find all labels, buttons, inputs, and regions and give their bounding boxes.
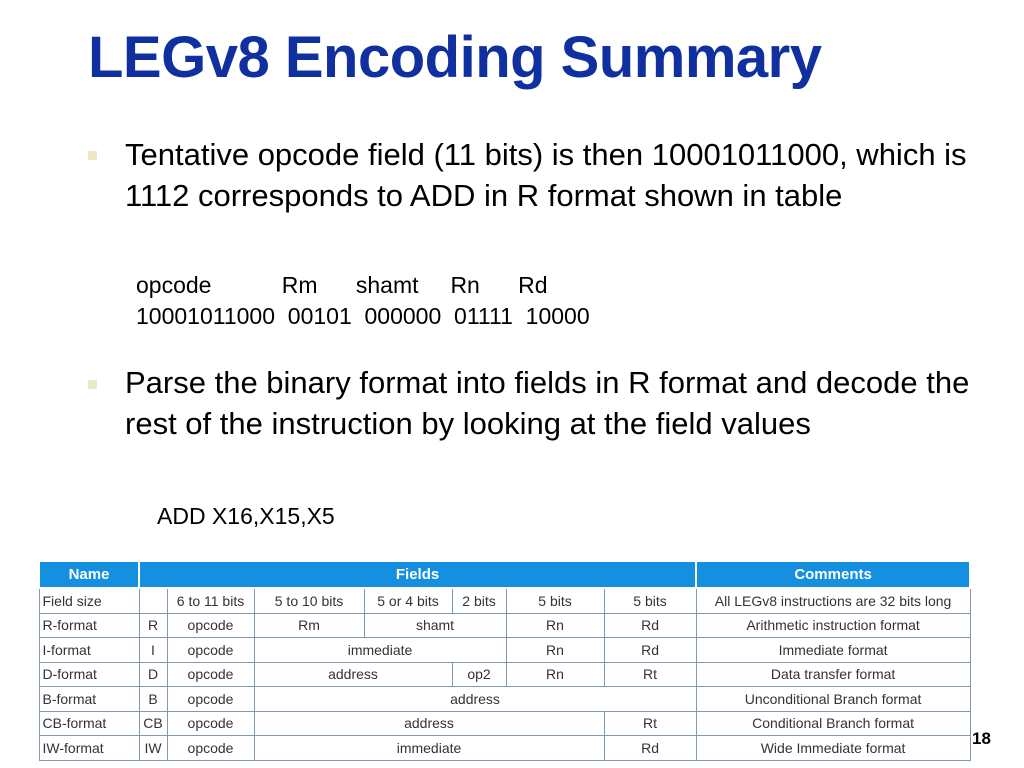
cell: 5 or 4 bits bbox=[364, 588, 452, 613]
bullet-text-2: Parse the binary format into fields in R format and decode the rest of the instruction by looking at the field values bbox=[125, 365, 970, 441]
row-comment: Arithmetic instruction format bbox=[696, 613, 970, 638]
cell: opcode bbox=[167, 687, 254, 712]
slide-title: LEGv8 Encoding Summary bbox=[88, 25, 822, 90]
row-name: I-format bbox=[39, 638, 139, 663]
cell: opcode bbox=[167, 711, 254, 736]
cell: Rd bbox=[604, 613, 696, 638]
cell: address bbox=[254, 687, 696, 712]
row-name: D-format bbox=[39, 662, 139, 687]
row-name: IW-format bbox=[39, 736, 139, 761]
cell: opcode bbox=[167, 736, 254, 761]
row-comment: Immediate format bbox=[696, 638, 970, 663]
row-name: CB-format bbox=[39, 711, 139, 736]
cell: shamt bbox=[364, 613, 506, 638]
cell: immediate bbox=[254, 638, 506, 663]
bullet-marker-2 bbox=[88, 380, 97, 389]
table-row bbox=[39, 638, 970, 663]
cell: Rn bbox=[506, 613, 604, 638]
page-number: 18 bbox=[972, 729, 991, 748]
cell: opcode bbox=[167, 638, 254, 663]
cell: immediate bbox=[254, 736, 604, 761]
cell: Rm bbox=[254, 613, 364, 638]
cell: IW bbox=[139, 736, 167, 761]
bullet-marker-1 bbox=[88, 151, 97, 160]
cell: I bbox=[139, 638, 167, 663]
row-name: Field size bbox=[39, 588, 139, 613]
row-comment: Conditional Branch format bbox=[696, 711, 970, 736]
table-header-row bbox=[39, 561, 970, 588]
cell: Rt bbox=[604, 662, 696, 687]
instruction-line: ADD X16,X15,X5 bbox=[157, 503, 335, 529]
cell: Rd bbox=[604, 736, 696, 761]
cell: CB bbox=[139, 711, 167, 736]
cell: 6 to 11 bits bbox=[167, 588, 254, 613]
cell: Rd bbox=[604, 638, 696, 663]
fields-values-line: 10001011000 00101 000000 01111 10000 bbox=[136, 303, 590, 329]
encoding-table bbox=[38, 560, 971, 761]
header-name: Name bbox=[39, 561, 139, 588]
table-row bbox=[39, 736, 970, 761]
table-row bbox=[39, 662, 970, 687]
table-row bbox=[39, 687, 970, 712]
cell: address bbox=[254, 711, 604, 736]
cell: op2 bbox=[452, 662, 506, 687]
header-comments: Comments bbox=[696, 561, 970, 588]
cell: Rt bbox=[604, 711, 696, 736]
cell: Rn bbox=[506, 638, 604, 663]
cell: opcode bbox=[167, 613, 254, 638]
row-comment: Wide Immediate format bbox=[696, 736, 970, 761]
cell: opcode bbox=[167, 662, 254, 687]
cell: address bbox=[254, 662, 452, 687]
table-row bbox=[39, 613, 970, 638]
row-name: R-format bbox=[39, 613, 139, 638]
cell: D bbox=[139, 662, 167, 687]
table-row bbox=[39, 588, 970, 613]
cell: 5 bits bbox=[604, 588, 696, 613]
row-name: B-format bbox=[39, 687, 139, 712]
cell: 2 bits bbox=[452, 588, 506, 613]
cell: B bbox=[139, 687, 167, 712]
cell: Rn bbox=[506, 662, 604, 687]
table-row bbox=[39, 711, 970, 736]
fields-header-line: opcode Rm shamt Rn Rd bbox=[136, 272, 548, 298]
bullet-text-1: Tentative opcode field (11 bits) is then 10001011000, which is 1112 corresponds to ADD in R format shown in table bbox=[125, 137, 967, 213]
cell: 5 bits bbox=[506, 588, 604, 613]
cell bbox=[139, 588, 167, 613]
row-comment: All LEGv8 instructions are 32 bits long bbox=[696, 588, 970, 613]
cell: 5 to 10 bits bbox=[254, 588, 364, 613]
cell: R bbox=[139, 613, 167, 638]
row-comment: Unconditional Branch format bbox=[696, 687, 970, 712]
header-fields: Fields bbox=[139, 561, 696, 588]
row-comment: Data transfer format bbox=[696, 662, 970, 687]
